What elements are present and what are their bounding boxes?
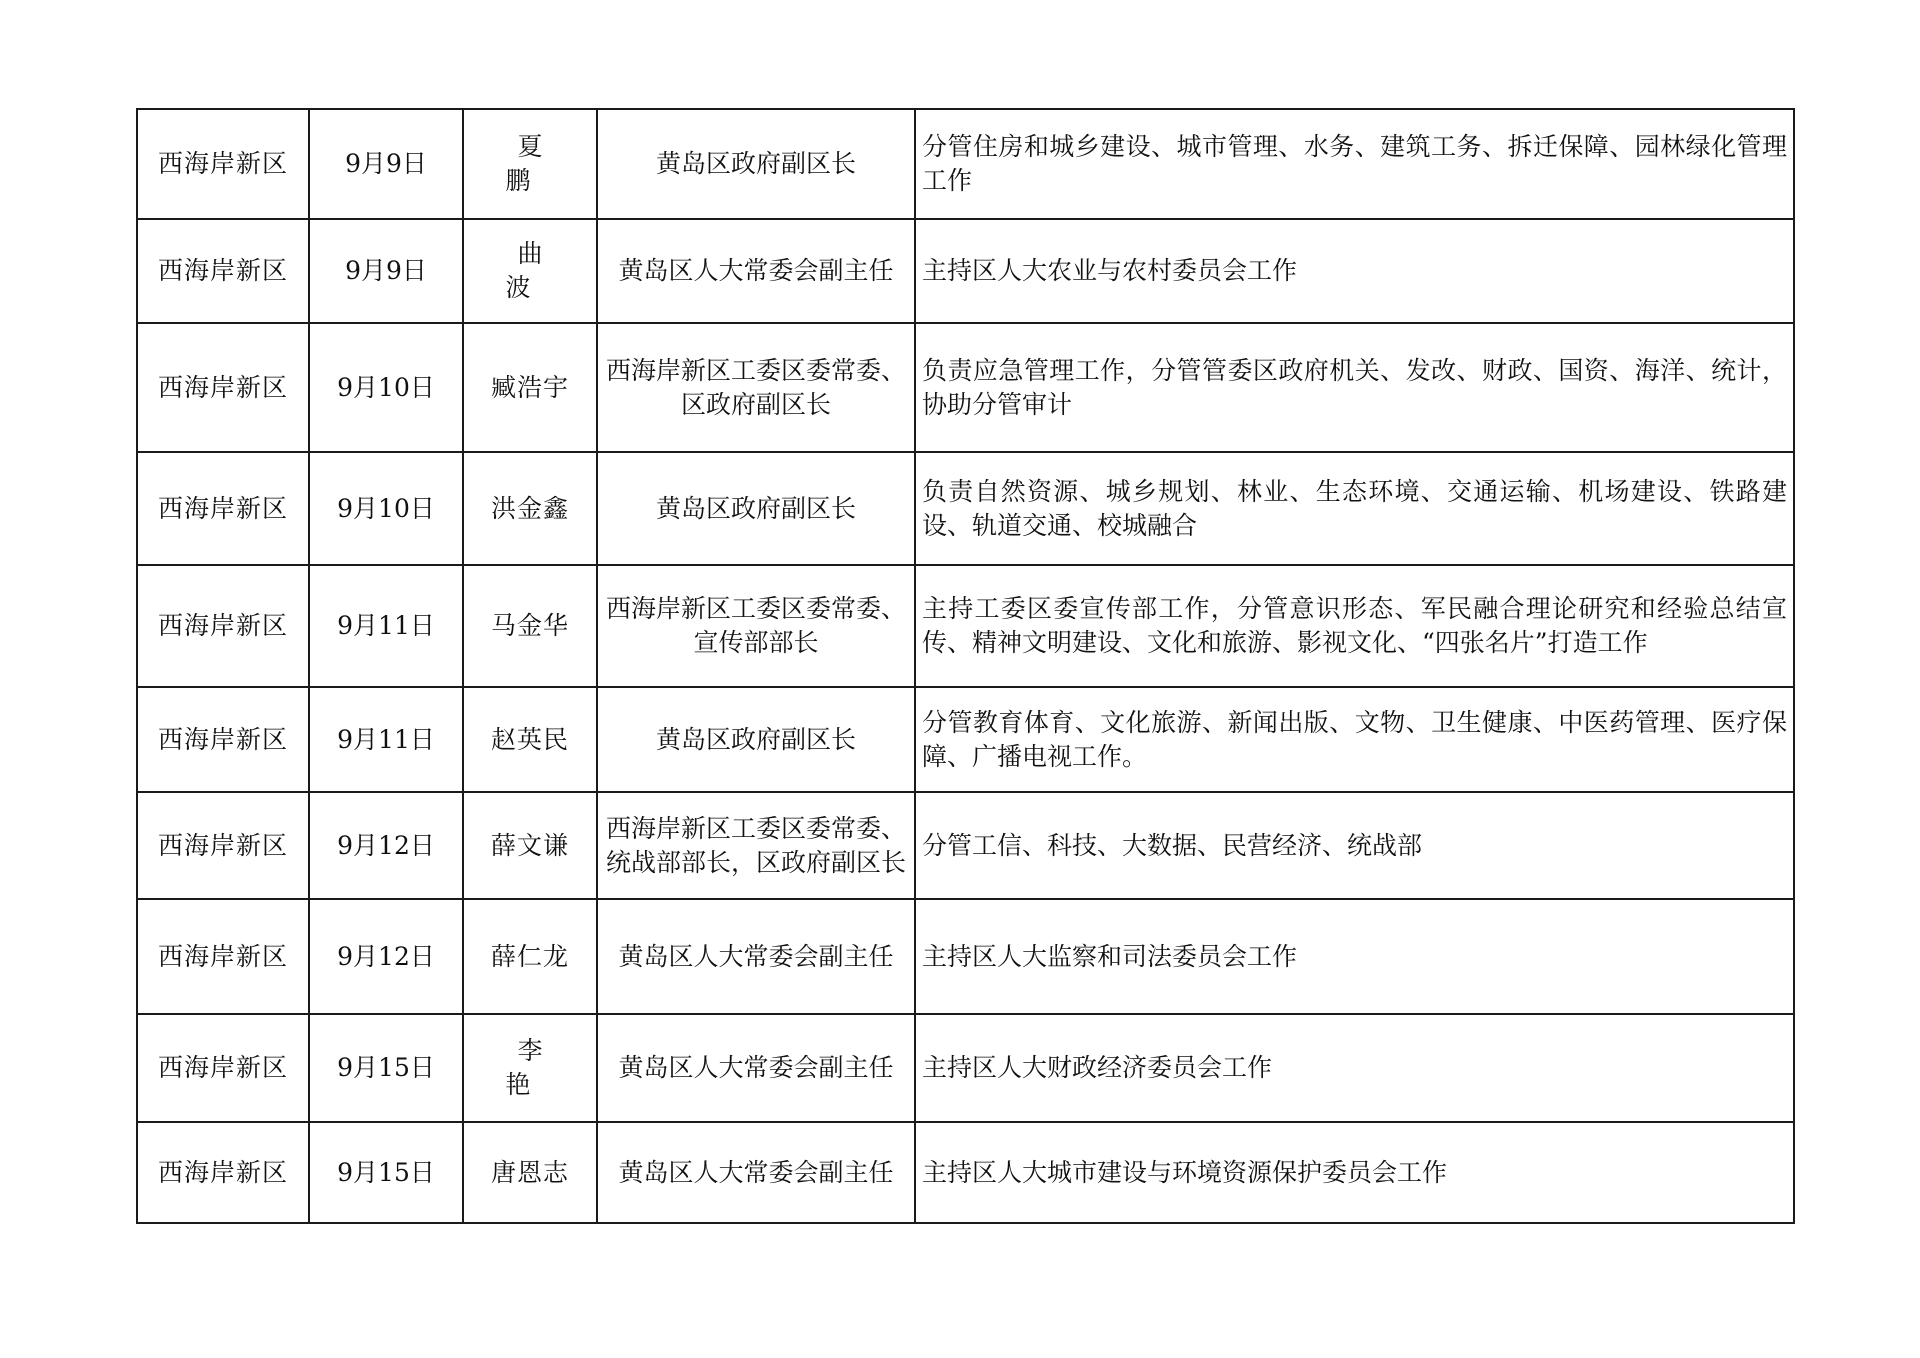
duty-cell: 分管教育体育、文化旅游、新闻出版、文物、卫生健康、中医药管理、医疗保障、广播电视工作。 xyxy=(915,687,1794,792)
region-cell: 西海岸新区 xyxy=(137,792,309,899)
date-cell: 9月9日 xyxy=(309,109,463,219)
table-row xyxy=(137,1122,1794,1223)
region-cell: 西海岸新区 xyxy=(137,109,309,219)
title-cell: 西海岸新区工委区委常委、宣传部部长 xyxy=(597,565,915,687)
title-cell: 黄岛区人大常委会副主任 xyxy=(597,899,915,1014)
date-cell: 9月11日 xyxy=(309,687,463,792)
table-row xyxy=(137,452,1794,565)
duty-cell: 分管工信、科技、大数据、民营经济、统战部 xyxy=(915,792,1794,899)
name-cell: 唐恩志 xyxy=(463,1122,597,1223)
region-cell: 西海岸新区 xyxy=(137,1122,309,1223)
table-row xyxy=(137,899,1794,1014)
table-row xyxy=(137,1014,1794,1122)
date-cell: 9月10日 xyxy=(309,452,463,565)
table-row xyxy=(137,109,1794,219)
date-cell: 9月11日 xyxy=(309,565,463,687)
duty-cell: 分管住房和城乡建设、城市管理、水务、建筑工务、拆迁保障、园林绿化管理工作 xyxy=(915,109,1794,219)
region-cell: 西海岸新区 xyxy=(137,687,309,792)
schedule-table xyxy=(136,108,1795,1224)
title-cell: 西海岸新区工委区委常委、统战部部长，区政府副区长 xyxy=(597,792,915,899)
name-cell: 曲 波 xyxy=(463,219,597,323)
title-cell: 黄岛区政府副区长 xyxy=(597,109,915,219)
duty-cell: 负责应急管理工作，分管管委区政府机关、发改、财政、国资、海洋、统计，协助分管审计 xyxy=(915,323,1794,452)
region-cell: 西海岸新区 xyxy=(137,565,309,687)
date-cell: 9月9日 xyxy=(309,219,463,323)
title-cell: 黄岛区政府副区长 xyxy=(597,687,915,792)
duty-cell: 主持区人大城市建设与环境资源保护委员会工作 xyxy=(915,1122,1794,1223)
table-row xyxy=(137,565,1794,687)
table-row xyxy=(137,687,1794,792)
title-cell: 黄岛区政府副区长 xyxy=(597,452,915,565)
table-row xyxy=(137,219,1794,323)
name-cell: 洪金鑫 xyxy=(463,452,597,565)
duty-cell: 主持区人大监察和司法委员会工作 xyxy=(915,899,1794,1014)
name-cell: 马金华 xyxy=(463,565,597,687)
name-cell: 李 艳 xyxy=(463,1014,597,1122)
table-row xyxy=(137,323,1794,452)
title-cell: 黄岛区人大常委会副主任 xyxy=(597,1122,915,1223)
title-cell: 黄岛区人大常委会副主任 xyxy=(597,1014,915,1122)
date-cell: 9月12日 xyxy=(309,792,463,899)
title-cell: 西海岸新区工委区委常委、区政府副区长 xyxy=(597,323,915,452)
date-cell: 9月15日 xyxy=(309,1122,463,1223)
duty-cell: 主持区人大农业与农村委员会工作 xyxy=(915,219,1794,323)
name-cell: 臧浩宇 xyxy=(463,323,597,452)
duty-cell: 负责自然资源、城乡规划、林业、生态环境、交通运输、机场建设、铁路建设、轨道交通、校城融合 xyxy=(915,452,1794,565)
date-cell: 9月15日 xyxy=(309,1014,463,1122)
region-cell: 西海岸新区 xyxy=(137,452,309,565)
name-cell: 夏 鹏 xyxy=(463,109,597,219)
region-cell: 西海岸新区 xyxy=(137,219,309,323)
name-cell: 薛仁龙 xyxy=(463,899,597,1014)
title-cell: 黄岛区人大常委会副主任 xyxy=(597,219,915,323)
table-row xyxy=(137,792,1794,899)
name-cell: 赵英民 xyxy=(463,687,597,792)
region-cell: 西海岸新区 xyxy=(137,899,309,1014)
date-cell: 9月12日 xyxy=(309,899,463,1014)
region-cell: 西海岸新区 xyxy=(137,323,309,452)
duty-cell: 主持工委区委宣传部工作，分管意识形态、军民融合理论研究和经验总结宣传、精神文明建设、文化和旅游、影视文化、“四张名片”打造工作 xyxy=(915,565,1794,687)
duty-cell: 主持区人大财政经济委员会工作 xyxy=(915,1014,1794,1122)
region-cell: 西海岸新区 xyxy=(137,1014,309,1122)
name-cell: 薛文谦 xyxy=(463,792,597,899)
date-cell: 9月10日 xyxy=(309,323,463,452)
